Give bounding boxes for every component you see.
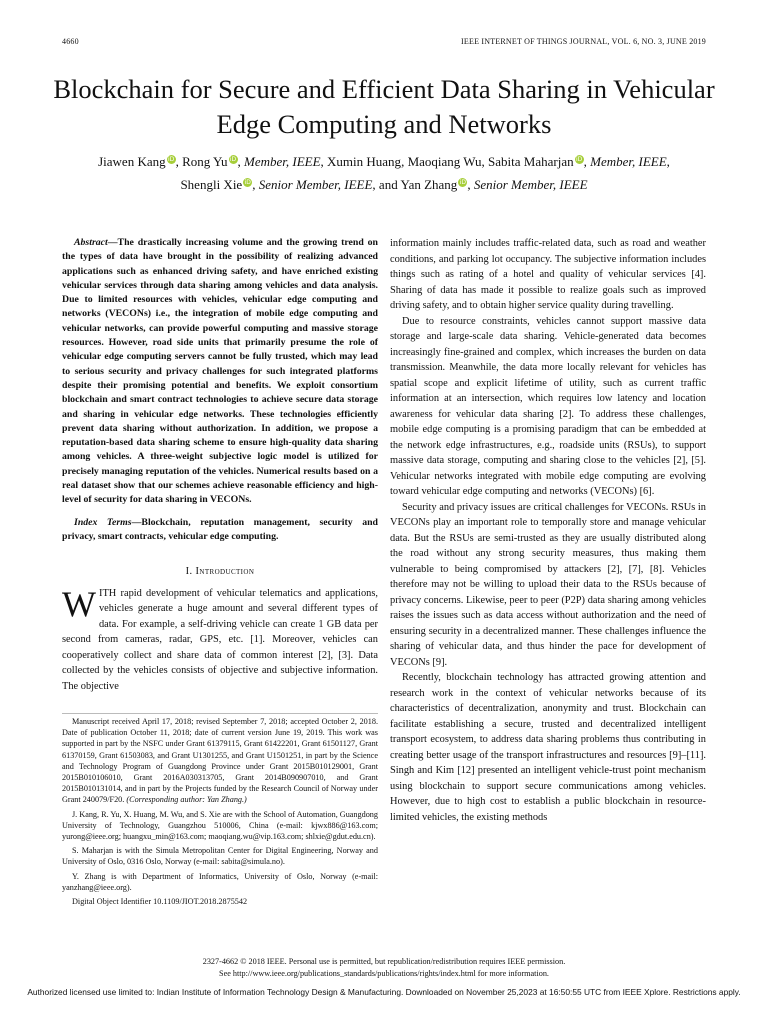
author-name: Jiawen Kang bbox=[98, 154, 166, 169]
orcid-icon[interactable]: iD bbox=[575, 155, 583, 163]
orcid-icon[interactable]: iD bbox=[459, 178, 466, 186]
left-column bbox=[62, 236, 378, 694]
right-column bbox=[390, 236, 706, 825]
author-name: Shengli Xie bbox=[180, 177, 243, 192]
author-role: Senior Member, IEEE bbox=[258, 177, 373, 192]
abstract-text: —The drastically increasing volume and the growing trend on the types of data have brought in the possibility of realizing advanced applications such as enhanced driving safety, and have enriched existing vehicular services through data sharing among vehicles and data analysis. Due to limited resources with vehicles, vehicular edge computing and networks (VECONs) i.e., the integration of mobile edge computing and vehicular networks, can provide powerful computing and massive storage resources. However, road side units that primarily presume the role of vehicular edge computing servers cannot be fully trusted, which may lead to serious security and privacy challenges for such integrated platforms despite their promising potential and benefits. We exploit consortium blockchain and smart contract technologies to achieve secure data storage and sharing in vehicular edge networks. These technologies efficiently prevent data sharing without authorization. In addition, we propose a reputation-based data sharing scheme to ensure high-quality data sharing among vehicles. A three-weight subjective logic model is utilized for precisely managing reputation of the vehicles. Numerical results based on a real dataset show that our schemes achieve reasonable efficiency and high-level of security for data sharing in VECONs. bbox=[62, 237, 378, 506]
author-role: Member, IEEE bbox=[590, 154, 667, 169]
corresponding-author: (Corresponding author: Yan Zhang.) bbox=[126, 795, 247, 805]
author-name: Sabita Maharjan bbox=[488, 154, 574, 169]
authorized-use-banner: Authorized licensed use limited to: Indian Institute of Information Technology Design & Manufacturing. Downloaded on November 25,2023 at 16:50:55 UTC from IEEE Xplore. Restrictions apply. bbox=[27, 987, 741, 997]
abstract bbox=[62, 236, 378, 508]
section-title: Introduction bbox=[195, 566, 255, 578]
copyright-notice bbox=[40, 956, 728, 979]
drop-cap: W bbox=[62, 583, 96, 624]
orcid-icon[interactable]: iD bbox=[244, 178, 251, 186]
author-name: Yan Zhang bbox=[400, 177, 458, 192]
author-name: Rong Yu bbox=[182, 154, 228, 169]
footnote-text: Manuscript received April 17, 2018; revised September 7, 2018; accepted October 2, 2018. Date of publication October 11, 2018; date of current version June 19, 2019. This work was supported in part by the NSFC under Grant 61379115, Grant 61422201, Grant 61501127, Grant 61370159, Grant 61503083, and Grant U1301255, and Grant U1501251, in part by the Science and Technology Program of Guangdong Province under Grant 2015B010129001, Grant 2015B010106010, Grant 2016A030313705, Grant 2014B090907010, and Grant 2015B010131014, and in part by the Projects funded by the Research Council of Norway under Grant 240079/F20. bbox=[62, 717, 378, 805]
journal-header: IEEE INTERNET OF THINGS JOURNAL, VOL. 6, NO. 3, JUNE 2019 bbox=[461, 37, 706, 46]
footnote-affiliation: J. Kang, R. Yu, X. Huang, M. Wu, and S. Xie are with the School of Automation, Guangdong University of Technology, Guangzhou 510006, China (e-mail: kjwx886@163.com; yurong@ieee.org; huangxu_min@163.com; maoqiang.wu@vip.163.com; shlxie@gdut.edu.cn). bbox=[62, 809, 378, 842]
footnote-doi: Digital Object Identifier 10.1109/JIOT.2018.2875542 bbox=[72, 897, 248, 907]
orcid-icon[interactable]: iD bbox=[167, 155, 175, 163]
intro-text: ITH rapid development of vehicular telematics and applications, vehicles generate a huge amount and several different types of data. For example, a self-driving vehicle can create 1 GB data per second from cameras, radar, GPS, etc. [1]. Moreover, vehicles can cooperatively collect and share data of common interest [2], [3]. Data collected by the vehicles consists of objective and subjective information. The objective bbox=[62, 587, 378, 692]
paper-title: Blockchain for Secure and Efficient Data Sharing in Vehicular Edge Computing and Networks bbox=[53, 74, 715, 139]
author-role: Senior Member, IEEE bbox=[473, 177, 588, 192]
footnote-manuscript bbox=[62, 716, 378, 806]
body-paragraph: Recently, blockchain technology has attracted growing attention and research work in the context of vehicular networks because of its characteristics of decentralization, anonymity and trust. Blockchain can facilitate establishing a secure, trusted and decentralized intelligent transport ecosystem, to address data sharing problems thus contributing in creating better usage of the transport infrastructures and resources [9]–[11]. Singh and Kim [12] presented an intelligent vehicle-trust point mechanism using blockchain to support secure communications among vehicles. However, due to high cost to establish a public blockchain in resource-limited vehicles, the existing methods bbox=[390, 672, 706, 823]
intro-paragraph bbox=[62, 583, 378, 695]
body-paragraph: Security and privacy issues are critical challenges for VECONs. RSUs in VECONs play an important role to temporally store and manage vehicular data. But the RSUs are semi-trusted as they are usually distributed along the road without any strong security measures, thus making them vulnerable to being compromised by attackers [2], [7], [8]. Vehicles therefore may not be willing to upload their data to the RSUs because of privacy concerns. Likewise, peer to peer (P2P) data sharing among vehicles raises the issues such as data access without authorization and the need of ensuring security in a decentralized manner. These challenges influence the sharing of vehicular data, and thus hinder the pace for development of VECONs [9]. bbox=[390, 501, 706, 668]
author-name: Xumin Huang bbox=[327, 154, 402, 169]
footnotes bbox=[62, 713, 378, 910]
page-number: 4660 bbox=[62, 37, 79, 46]
footnote-affiliation: Y. Zhang is with Department of Informatics, University of Oslo, Norway (e-mail: yanzhang@ieee.org). bbox=[62, 871, 378, 892]
orcid-icon[interactable]: iD bbox=[229, 155, 237, 163]
index-terms-label: Index Terms bbox=[74, 516, 132, 528]
author-list: Jiawen Kang iD, Rong Yu iD, Member, IEEE, Xumin Huang, Maoqiang Wu, Sabita Maharjan iD, Member, IEEE, Shengli Xie iD, Senior Member, IEEE, and Yan Zhang iD, Senior Member, IEEE bbox=[98, 154, 670, 192]
body-paragraph: information mainly includes traffic-related data, such as road and weather conditions, and parking lot occupancy. The subjective information includes things such as rating of a hotel and quality of vehicular services [4]. Sharing of data has made it possible to realize goals such as improved driving safety, and to obtain higher service quality during travelling. bbox=[390, 238, 706, 311]
author-name: Maoqiang Wu bbox=[407, 154, 482, 169]
author-role: Member, IEEE bbox=[244, 154, 321, 169]
section-numeral: I. bbox=[185, 566, 193, 578]
footnote-affiliation: S. Maharjan is with the Simula Metropolitan Center for Digital Engineering, Norway and University of Oslo, 0316 Oslo, Norway (e-mail: sabita@simula.no). bbox=[62, 846, 378, 867]
rights-link[interactable]: See http://www.ieee.org/publications_standards/publications/rights/index.html for more information. bbox=[219, 968, 549, 978]
author-conjunction: and bbox=[378, 177, 398, 192]
section-heading bbox=[62, 564, 378, 580]
abstract-label: Abstract bbox=[74, 237, 108, 248]
body-paragraph: Due to resource constraints, vehicles cannot support massive data storage and large-scale data sharing. Vehicle-generated data becomes increasingly fine-grained and complex, which increases the burden on data transmission. Meanwhile, the data more locally relevant for vehicles has spatial scope and explicit lifetime of utility, such as current traffic information at an intersection, which requires low latency and location awareness for vehicular data sharing [2]. To address these challenges, mobile edge computing is a promising paradigm that can be embedded at the network edge infrastructures, e.g., roadside units (RSUs), to support massive data storage, computing and sharing close to the vehicles [2], [5]. Vehicular networks integrated with mobile edge computing are evolving toward vehicular edge computing and networks (VECONs) [6]. bbox=[390, 315, 706, 497]
index-terms-text: —Blockchain, reputation management, security and privacy, smart contracts, vehicular edge computing. bbox=[62, 516, 378, 542]
index-terms bbox=[62, 516, 378, 545]
copyright-line: 2327-4662 © 2018 IEEE. Personal use is permitted, but republication/redistribution requires IEEE permission. bbox=[202, 957, 566, 966]
